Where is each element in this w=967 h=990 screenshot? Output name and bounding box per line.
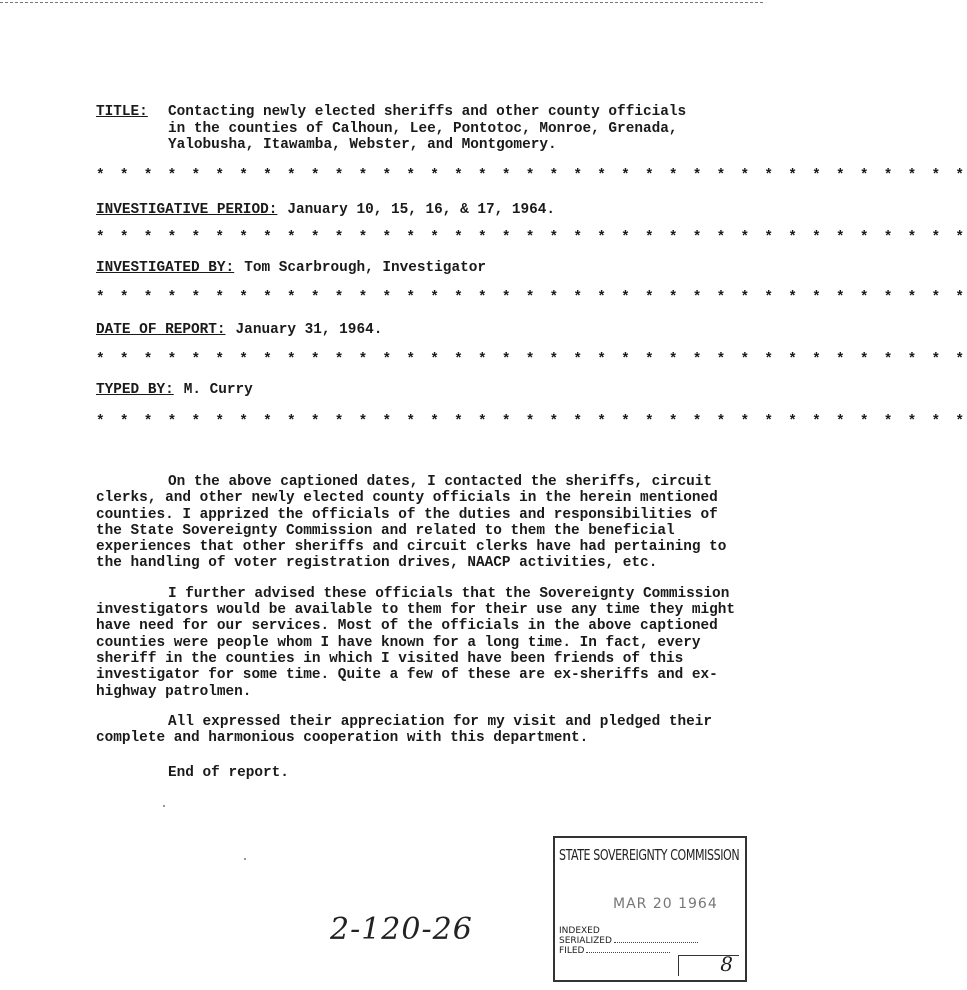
stamp-indexed-label: INDEXED [559,926,600,936]
stamp-heading: STATE SOVEREIGNTY COMMISSION [559,846,740,864]
report-body [96,474,736,760]
stamp-serialized-label: SERIALIZED [559,936,612,946]
report-date-value: January 31, 1964. [235,322,383,338]
typed-by-field [96,382,253,398]
separator-stars: * * * * * * * * * * * * * * * * * * * * * * * * * * * * * * * * * * * * * [96,168,967,184]
separator-stars: * * * * * * * * * * * * * * * * * * * * * * * * * * * * * * * * * * * * * [96,352,967,368]
investigative-period-label: INVESTIGATIVE PERIOD: [96,202,278,218]
typed-by-value: M. Curry [183,382,253,398]
investigative-period-field [96,202,555,218]
page-top-border [0,2,763,3]
end-of-report: End of report. [168,765,289,781]
separator-stars: * * * * * * * * * * * * * * * * * * * * * * * * * * * * * * * * * * * * * [96,290,967,306]
body-paragraph: I further advised these officials that the Sovereignty Commission investigators would be available to them for their use any time they might have need for our services. Most of the officials in the above captioned counties were people whom I have known for a long time. In fact, every sheriff in the counties in which I visited have been friends of this investigator for some time. Quite a few of these are ex-sheriffs and ex-highway patrolmen. [96,585,736,700]
commission-stamp [553,836,747,982]
title-label: TITLE: [96,104,148,120]
separator-stars: * * * * * * * * * * * * * * * * * * * * * * * * * * * * * * * * * * * * * [96,414,967,430]
separator-stars: * * * * * * * * * * * * * * * * * * * * * * * * * * * * * * * * * * * * * [96,230,967,246]
title-block [96,104,732,154]
report-date-label: DATE OF REPORT: [96,322,226,338]
title-text: Contacting newly elected sheriffs and other county officials in the counties of Calhoun, Lee, Pontotoc, Monroe, Grenada, Yalobusha, Itawamba, Webster, and Montgomery. [168,104,687,153]
report-date-field [96,322,382,338]
investigative-period-value: January 10, 15, 16, & 17, 1964. [287,202,556,218]
body-paragraph: All expressed their appreciation for my visit and pledged their complete and harmonious cooperation with this department. [96,713,713,747]
body-paragraph: On the above captioned dates, I contacted the sheriffs, circuit clerks, and other newly elected county officials in the herein mentioned counties. I apprized the officials of the duties and responsibilities of the State Sovereignty Commission and related to them the beneficial experiences that other sheriffs and circuit clerks have had pertaining to the handling of voter registration drives, NAACP activities, etc. [96,474,727,572]
stamp-date: MAR 20 1964 [613,896,718,912]
paper-speck [163,805,165,807]
investigated-by-field [96,260,486,276]
stamp-filed-label: FILED [559,946,585,956]
typed-by-label: TYPED BY: [96,382,174,398]
investigated-by-value: Tom Scarbrough, Investigator [244,260,486,276]
stamp-fields [559,926,698,956]
handwritten-file-number: 2-120-26 [330,912,473,947]
stamp-initials: 8 [720,952,733,976]
investigated-by-label: INVESTIGATED BY: [96,260,235,276]
paper-speck [244,858,246,860]
title-row [96,104,732,154]
